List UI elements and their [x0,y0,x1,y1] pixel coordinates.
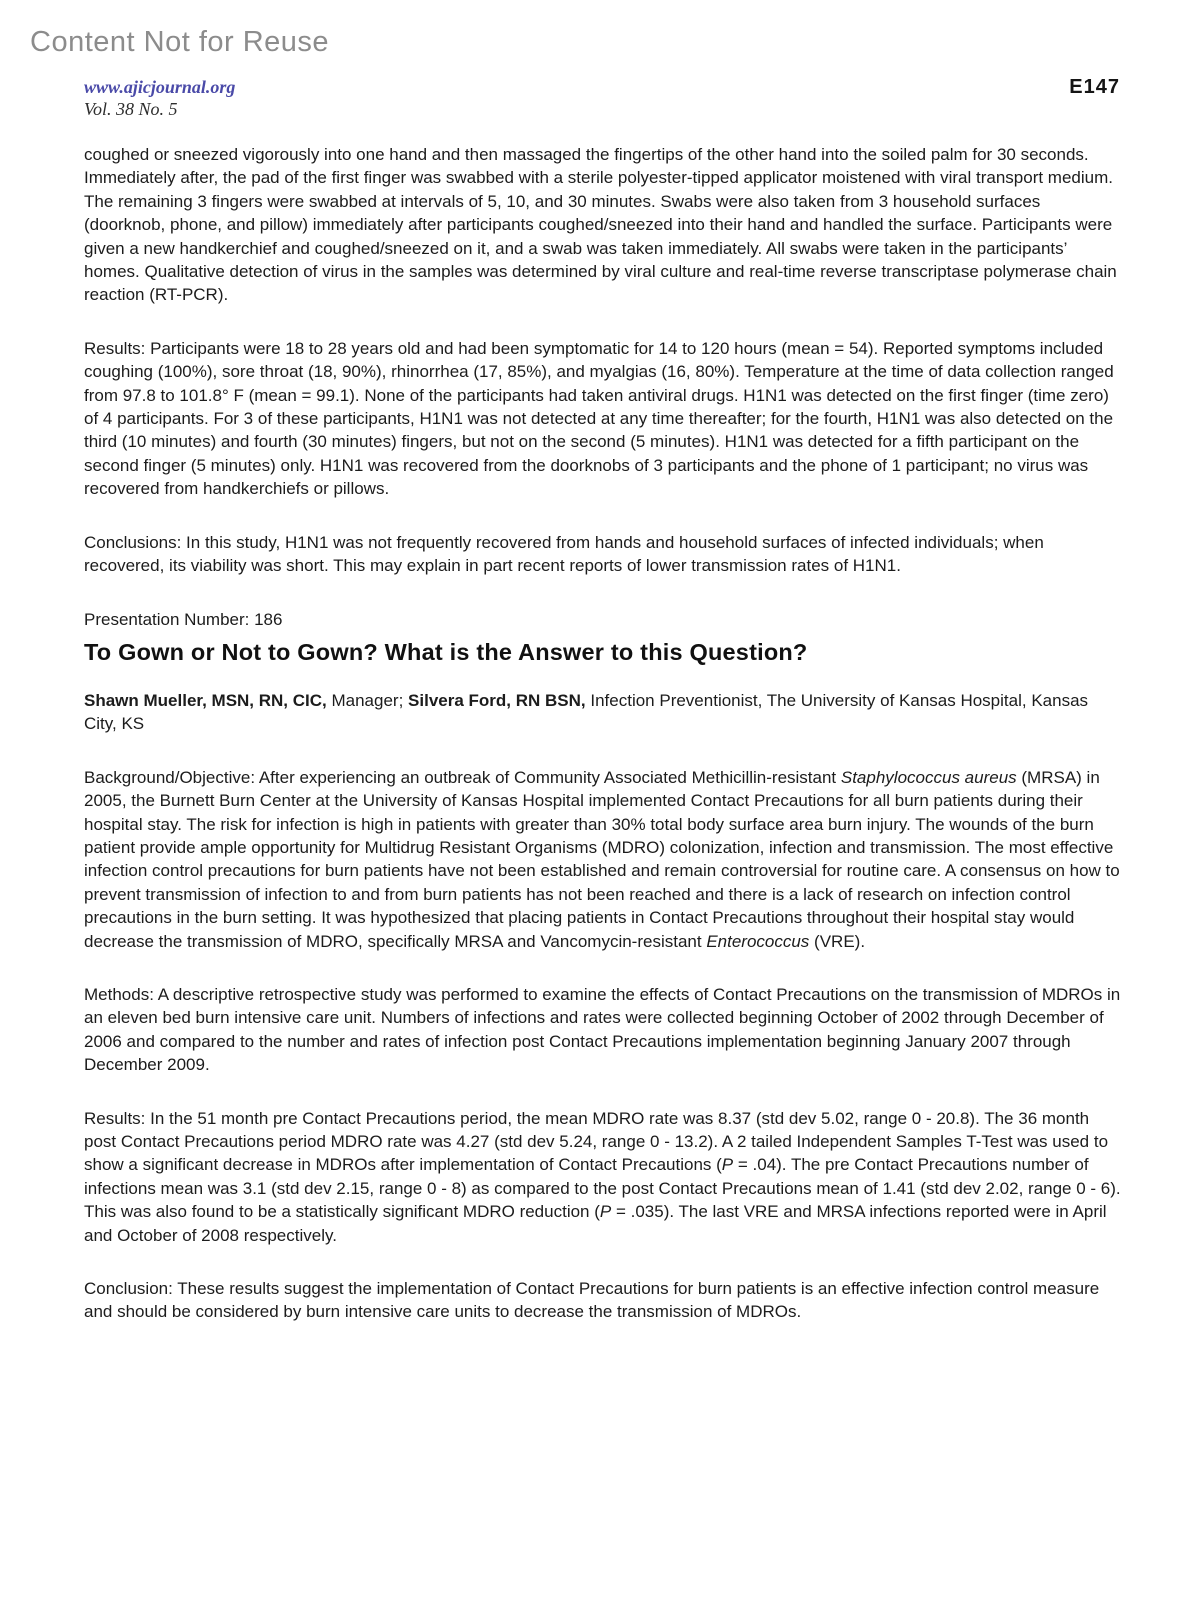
abstract-paragraph-results-stats: Results: In the 51 month pre Contact Precautions period, the mean MDRO rate was 8.37 (std dev 5.02, range 0 - 20.8). The 36 month post Contact Precautions period MDRO rate was 4.27 (std dev 5.24, range 0 - 13.2). A 2 tailed Independent Samples T-Test was used to show a significant decrease in MDROs after implementation of Contact Precautions (P = .04). The pre Contact Precautions number of infections mean was 3.1 (std dev 2.15, range 0 - 8) as compared to the post Contact Precautions mean of 1.41 (std dev 2.02, range 0 - 6). This was also found to be a statistically significant MDRO reduction (P = .035). The last VRE and MRSA infections reported were in April and October of 2008 respectively. [84,1108,1121,1245]
page-number-label: E147 [1069,76,1120,98]
volume-issue-label: Vol. 38 No. 5 [84,99,178,119]
presentation-number-label: Presentation Number: 186 [84,609,283,629]
watermark-text: Content Not for Reuse [30,26,330,58]
abstract-paragraph-methods: Methods: A descriptive retrospective study was performed to examine the effects of Contact Precautions on the transmission of MDROs in an eleven bed burn intensive care unit. Numbers of infections and rates were collected beginning October of 2002 through December of 2006 and compared to the number and rates of infection post Contact Precautions implementation beginning January 2007 through December 2009. [84,984,1121,1075]
authors-line: Shawn Mueller, MSN, RN, CIC, Manager; Silvera Ford, RN BSN, Infection Preventionist, The University of Kansas Hospital, Kansas City, KS [84,690,1089,734]
abstract-paragraph-background-objective: Background/Objective: After experiencing an outbreak of Community Associated Methicillin-resistant Staphylococcus aureus (MRSA) in 2005, the Burnett Burn Center at the University of Kansas Hospital implemented Contact Precautions for all burn patients during their hospital stay. The risk for infection is high in patients with greater than 30% total body surface area burn injury. The wounds of the burn patient provide ample opportunity for Multidrug Resistant Organisms (MDRO) colonization, infection and transmission. The most effective infection control precautions for burn patients have not been established and remain controversial for routine care. A consensus on how to prevent transmission of infection to and from burn patients has not been reached and there is a lack of research on infection control precautions in the burn setting. It was hypothesized that placing patients in Contact Precautions throughout their hospital stay would decrease the transmission of MDRO, specifically MRSA and Vancomycin-resistant Enterococcus (VRE). [84,767,1120,951]
abstract-body-column [84,143,1121,1354]
abstract-paragraph-methods-continued: coughed or sneezed vigorously into one hand and then massaged the fingertips of the other hand into the soiled palm for 30 seconds. Immediately after, the pad of the first finger was swabbed with a sterile polyester-tipped applicator moistened with viral transport medium. The remaining 3 fingers were swabbed at intervals of 5, 10, and 30 minutes. Swabs were also taken from 3 household surfaces (doorknob, phone, and pillow) immediately after participants coughed/sneezed into their hand and handled the surface. Participants were given a new handkerchief and coughed/sneezed on it, and a swab was taken immediately. All swabs were taken in the participants’ homes. Qualitative detection of virus in the samples was determined by viral culture and real-time reverse transcriptase polymerase chain reaction (RT-PCR). [84,145,1117,305]
page-header [84,76,1120,120]
abstract-paragraph-conclusion: Conclusion: These results suggest the implementation of Contact Precautions for burn patients is an effective infection control measure and should be considered by burn intensive care units to decrease the transmission of MDROs. [84,1279,1100,1322]
abstract-paragraph-results: Results: Participants were 18 to 28 years old and had been symptomatic for 14 to 120 hours (mean = 54). Reported symptoms included coughing (100%), sore throat (18, 90%), rhinorrhea (17, 85%), and myalgias (16, 80%). Temperature at the time of data collection ranged from 97.8 to 101.8° F (mean = 99.1). None of the participants had taken antiviral drugs. H1N1 was detected on the first finger (time zero) of 4 participants. For 3 of these participants, H1N1 was not detected at any time thereafter; for the fourth, H1N1 was also detected on the third (10 minutes) and fourth (30 minutes) fingers, but not on the second (5 minutes). H1N1 was detected for a fifth participant on the second finger (5 minutes) only. H1N1 was recovered from the doorknobs of 3 participants and the phone of 1 participant; no virus was recovered from handkerchiefs or pillows. [84,338,1114,499]
journal-url-link[interactable]: www.ajicjournal.org [84,77,236,97]
abstract-paragraph-conclusions: Conclusions: In this study, H1N1 was not frequently recovered from hands and household surfaces of infected individuals; when recovered, its viability was short. This may explain in part recent reports of lower transmission rates of H1N1. [84,532,1044,576]
abstract-title: To Gown or Not to Gown? What is the Answer to this Question? [84,638,808,665]
journal-info-block [84,76,235,120]
